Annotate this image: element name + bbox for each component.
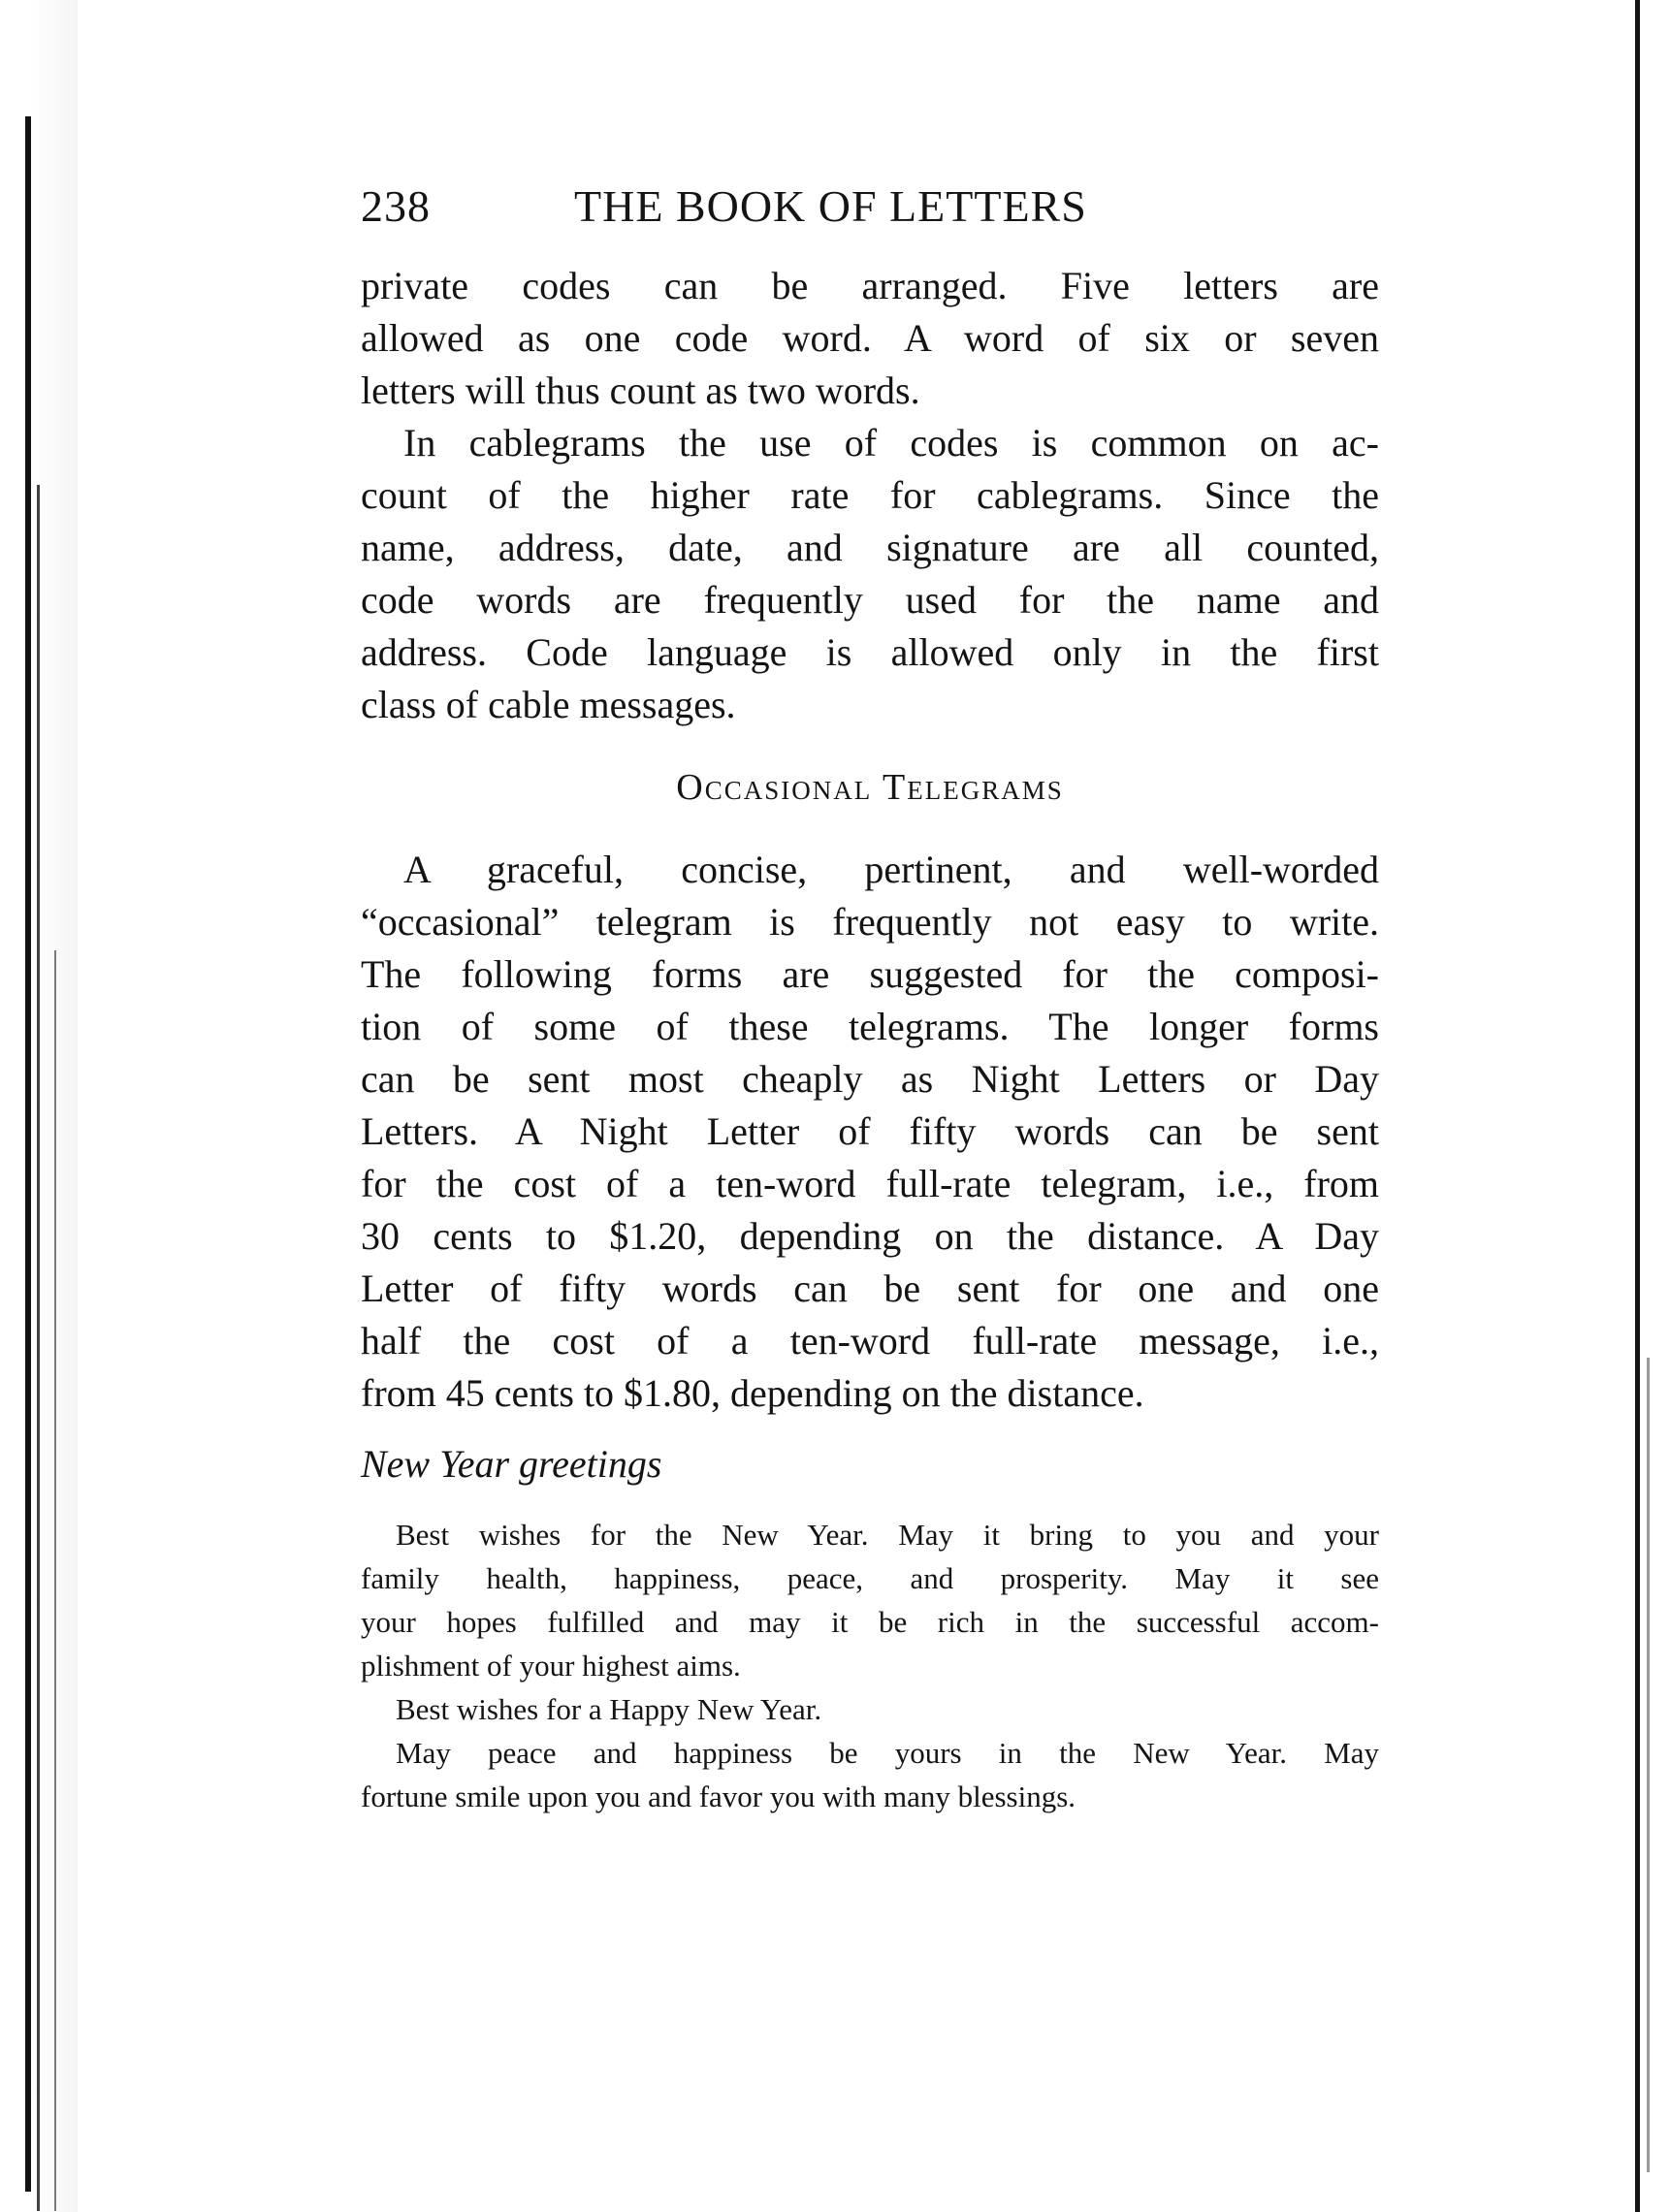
text-line: The following forms are suggested for the composi- [361,952,1379,996]
text-line: In cablegrams the use of codes is common on ac- [403,421,1379,465]
text-line: can be sent most cheaply as Night Letters or Day [361,1057,1379,1101]
page-edge-right [1635,0,1640,2212]
text-line: address. Code language is allowed only in the first [361,630,1379,674]
binding-shadow [37,485,40,2211]
paragraph-continued [361,260,1379,731]
text-line: tion of some of these telegrams. The longer forms [361,1005,1379,1048]
text-line: half the cost of a ten-word full-rate message, i.e., [361,1319,1379,1362]
section-heading: Occasional Telegrams [676,767,1064,808]
greeting-examples [361,1513,1379,1818]
text-line: Best wishes for the New Year. May it bring to you and your [396,1518,1379,1552]
binding-shadow [54,950,56,2211]
text-line: Letters. A Night Letter of fifty words can be sent [361,1109,1379,1153]
text-line: Best wishes for a Happy New Year. [396,1692,822,1726]
text-line: family health, happiness, peace, and prosperity. May it see [361,1561,1379,1595]
page-number: 238 [361,181,431,231]
text-line: “occasional” telegram is frequently not easy to write. [361,900,1379,944]
text-line: plishment of your highest aims. [361,1649,741,1683]
text-line: from 45 cents to $1.80, depending on the distance. [361,1371,1144,1415]
page-edge-right [1647,1358,1650,2172]
text-line: your hopes fulfilled and may it be rich in the successful accom- [361,1605,1379,1639]
text-line: 30 cents to $1.20, depending on the distance. A Day [361,1214,1379,1258]
running-title: THE BOOK OF LETTERS [574,181,1087,231]
text-line: name, address, date, and signature are all counted, [361,526,1379,569]
text-line: class of cable messages. [361,683,736,726]
binding-shadow [25,116,31,2192]
sub-heading: New Year greetings [361,1442,662,1486]
text-line: A graceful, concise, pertinent, and well-worded [403,848,1379,891]
text-line: fortune smile upon you and favor you with many blessings. [361,1779,1076,1813]
page-header [361,180,1374,239]
text-line: Letter of fifty words can be sent for one and one [361,1266,1379,1310]
text-line: code words are frequently used for the name and [361,578,1379,622]
text-line: allowed as one code word. A word of six or seven [361,316,1379,360]
paragraph-occasional-telegrams [361,844,1379,1420]
text-line: private codes can be arranged. Five letters are [361,264,1379,307]
text-line: letters will thus count as two words. [361,369,920,412]
text-line: May peace and happiness be yours in the New Year. May [396,1736,1379,1770]
text-line: for the cost of a ten-word full-rate telegram, i.e., from [361,1162,1379,1205]
text-line: count of the higher rate for cablegrams. Since the [361,473,1379,517]
